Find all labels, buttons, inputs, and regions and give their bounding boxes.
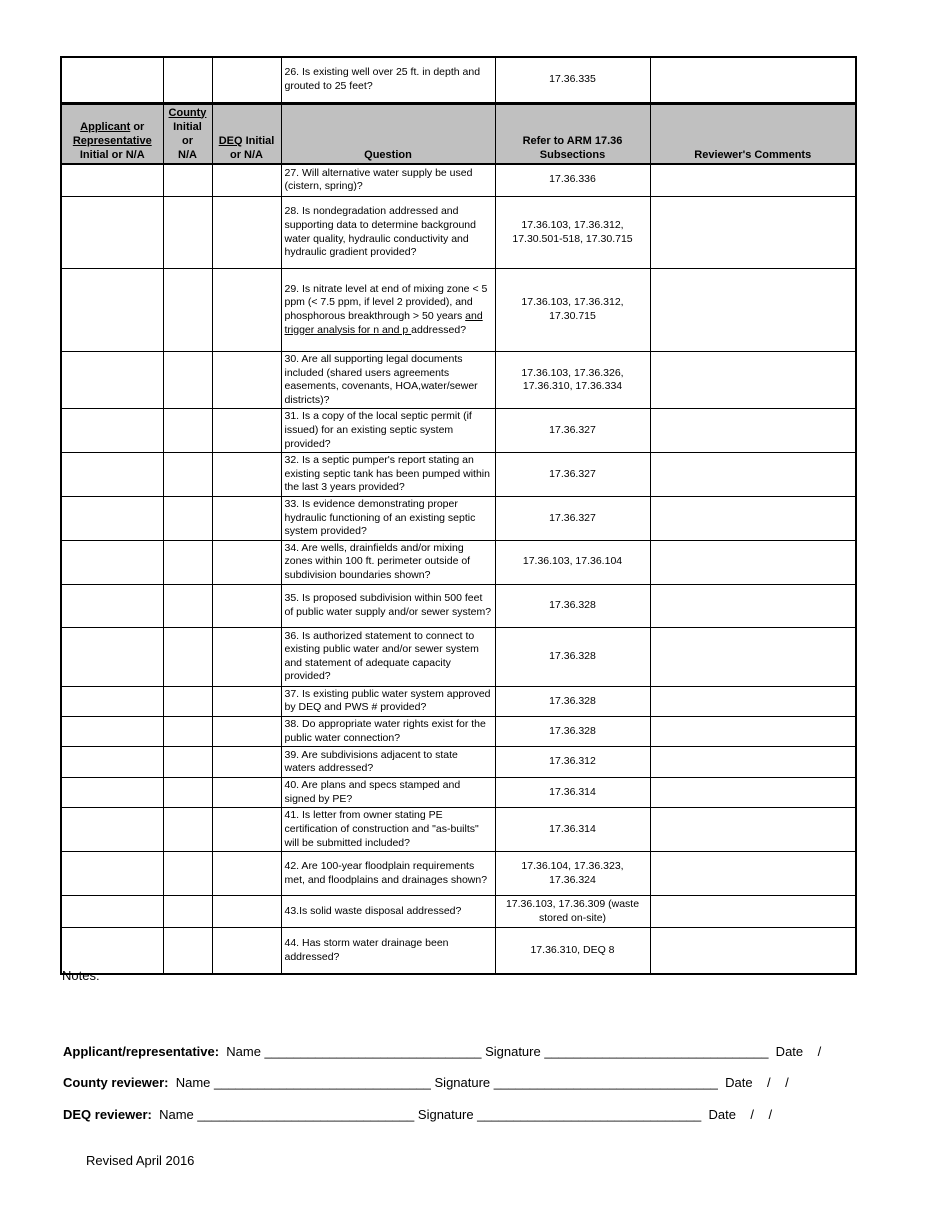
deq-initial-cell[interactable] xyxy=(212,269,281,352)
applicant-initial-cell[interactable] xyxy=(61,453,163,497)
applicant-signature-line[interactable] xyxy=(63,1044,821,1059)
arm-reference-cell: 17.36.312 xyxy=(495,747,650,778)
county-initial-cell[interactable] xyxy=(163,453,212,497)
comments-cell[interactable] xyxy=(650,57,856,103)
arm-reference-cell: 17.36.336 xyxy=(495,164,650,197)
question-cell: 30. Are all supporting legal documents included (shared users agreements easements, covenants, HOA,water/sewer districts)? xyxy=(281,352,495,409)
question-cell: 29. Is nitrate level at end of mixing zone < 5 ppm (< 7.5 ppm, if level 2 provided), and phosphorous breakthrough > 50 years and trigger analysis for n and p addressed? xyxy=(281,269,495,352)
applicant-label: Applicant/representative: xyxy=(63,1044,220,1059)
question-cell: 39. Are subdivisions adjacent to state waters addressed? xyxy=(281,747,495,778)
header-deq: DEQ Initial or N/A xyxy=(212,103,281,164)
table-row xyxy=(61,928,856,974)
table-row xyxy=(61,778,856,808)
comments-cell[interactable] xyxy=(650,627,856,686)
question-cell: 32. Is a septic pumper's report stating an existing septic tank has been pumped within the last 3 years provided? xyxy=(281,453,495,497)
arm-reference-cell: 17.36.103, 17.36.312, 17.30.715 xyxy=(495,269,650,352)
applicant-initial-cell[interactable] xyxy=(61,540,163,584)
county-initial-cell[interactable] xyxy=(163,57,212,103)
deq-initial-cell[interactable] xyxy=(212,778,281,808)
arm-reference-cell: 17.36.328 xyxy=(495,686,650,716)
comments-cell[interactable] xyxy=(650,928,856,974)
applicant-initial-cell[interactable] xyxy=(61,496,163,540)
comments-cell[interactable] xyxy=(650,197,856,269)
arm-reference-cell: 17.36.314 xyxy=(495,778,650,808)
arm-reference-cell: 17.36.328 xyxy=(495,716,650,746)
table-row xyxy=(61,584,856,627)
county-initial-cell[interactable] xyxy=(163,164,212,197)
applicant-initial-cell[interactable] xyxy=(61,584,163,627)
comments-cell[interactable] xyxy=(650,747,856,778)
deq-initial-cell[interactable] xyxy=(212,808,281,852)
table-row xyxy=(61,453,856,497)
deq-label: DEQ reviewer: xyxy=(63,1107,152,1122)
arm-reference-cell: 17.36.103, 17.36.104 xyxy=(495,540,650,584)
comments-cell[interactable] xyxy=(650,778,856,808)
applicant-initial-cell[interactable] xyxy=(61,928,163,974)
deq-initial-cell[interactable] xyxy=(212,852,281,896)
comments-cell[interactable] xyxy=(650,896,856,928)
county-initial-cell[interactable] xyxy=(163,409,212,453)
applicant-initial-cell[interactable] xyxy=(61,747,163,778)
applicant-initial-cell[interactable] xyxy=(61,627,163,686)
question-cell: 31. Is a copy of the local septic permit (if issued) for an existing septic system provided? xyxy=(281,409,495,453)
question-cell: 42. Are 100-year floodplain requirements met, and floodplains and drainages shown? xyxy=(281,852,495,896)
question-cell: 43.Is solid waste disposal addressed? xyxy=(281,896,495,928)
comments-cell[interactable] xyxy=(650,540,856,584)
county-initial-cell[interactable] xyxy=(163,747,212,778)
deq-initial-cell[interactable] xyxy=(212,627,281,686)
county-initial-cell[interactable] xyxy=(163,686,212,716)
table-row xyxy=(61,409,856,453)
arm-reference-cell: 17.36.310, DEQ 8 xyxy=(495,928,650,974)
deq-initial-cell[interactable] xyxy=(212,496,281,540)
applicant-initial-cell[interactable] xyxy=(61,808,163,852)
county-initial-cell[interactable] xyxy=(163,778,212,808)
table-row xyxy=(61,540,856,584)
applicant-initial-cell[interactable] xyxy=(61,352,163,409)
header-arm-reference: Refer to ARM 17.36 Subsections xyxy=(495,103,650,164)
county-initial-cell[interactable] xyxy=(163,808,212,852)
county-initial-cell[interactable] xyxy=(163,852,212,896)
applicant-fields[interactable]: Name ______________________________ Signature _______________________________ Date / xyxy=(219,1044,822,1059)
applicant-initial-cell[interactable] xyxy=(61,896,163,928)
comments-cell[interactable] xyxy=(650,716,856,746)
deq-initial-cell[interactable] xyxy=(212,716,281,746)
applicant-initial-cell[interactable] xyxy=(61,778,163,808)
question-cell: 35. Is proposed subdivision within 500 feet of public water supply and/or sewer system? xyxy=(281,584,495,627)
table-row xyxy=(61,496,856,540)
county-initial-cell[interactable] xyxy=(163,496,212,540)
comments-cell[interactable] xyxy=(650,496,856,540)
county-initial-cell[interactable] xyxy=(163,197,212,269)
table-row xyxy=(61,896,856,928)
deq-initial-cell[interactable] xyxy=(212,747,281,778)
table-row xyxy=(61,627,856,686)
checklist-rows xyxy=(61,164,856,974)
question-cell: 40. Are plans and specs stamped and signed by PE? xyxy=(281,778,495,808)
deq-initial-cell[interactable] xyxy=(212,164,281,197)
applicant-initial-cell[interactable] xyxy=(61,716,163,746)
applicant-initial-cell[interactable] xyxy=(61,409,163,453)
arm-reference-cell: 17.36.335 xyxy=(495,57,650,103)
arm-reference-cell: 17.36.104, 17.36.323, 17.36.324 xyxy=(495,852,650,896)
comments-cell[interactable] xyxy=(650,269,856,352)
applicant-initial-cell[interactable] xyxy=(61,852,163,896)
comments-cell[interactable] xyxy=(650,686,856,716)
question-cell: 27. Will alternative water supply be used (cistern, spring)? xyxy=(281,164,495,197)
deq-initial-cell[interactable] xyxy=(212,540,281,584)
checklist-table xyxy=(60,56,857,975)
table-row xyxy=(61,747,856,778)
county-initial-cell[interactable] xyxy=(163,896,212,928)
deq-signature-line[interactable] xyxy=(63,1107,772,1122)
header-question: Question xyxy=(281,103,495,164)
header-reviewer-comments: Reviewer's Comments xyxy=(650,103,856,164)
table-row xyxy=(61,686,856,716)
header-applicant: Applicant or Representative Initial or N/A xyxy=(61,103,163,164)
table-row xyxy=(61,808,856,852)
arm-reference-cell: 17.36.328 xyxy=(495,627,650,686)
deq-initial-cell[interactable] xyxy=(212,928,281,974)
table-row xyxy=(61,852,856,896)
comments-cell[interactable] xyxy=(650,584,856,627)
county-initial-cell[interactable] xyxy=(163,928,212,974)
table-row xyxy=(61,57,856,103)
revision-note: Revised April 2016 xyxy=(86,1153,195,1168)
county-initial-cell[interactable] xyxy=(163,269,212,352)
comments-cell[interactable] xyxy=(650,808,856,852)
applicant-initial-cell[interactable] xyxy=(61,686,163,716)
comments-cell[interactable] xyxy=(650,453,856,497)
deq-initial-cell[interactable] xyxy=(212,584,281,627)
question-cell: 37. Is existing public water system approved by DEQ and PWS # provided? xyxy=(281,686,495,716)
deq-initial-cell[interactable] xyxy=(212,352,281,409)
table-row xyxy=(61,716,856,746)
county-initial-cell[interactable] xyxy=(163,540,212,584)
deq-initial-cell[interactable] xyxy=(212,409,281,453)
question-cell: 28. Is nondegradation addressed and supporting data to determine background water quality, hydraulic conductivity and hydraulic gradient provided? xyxy=(281,197,495,269)
arm-reference-cell: 17.36.327 xyxy=(495,453,650,497)
table-row xyxy=(61,352,856,409)
arm-reference-cell: 17.36.327 xyxy=(495,409,650,453)
arm-reference-cell: 17.36.103, 17.36.312, 17.30.501-518, 17.30.715 xyxy=(495,197,650,269)
arm-reference-cell: 17.36.314 xyxy=(495,808,650,852)
table-row xyxy=(61,269,856,352)
deq-initial-cell[interactable] xyxy=(212,896,281,928)
comments-cell[interactable] xyxy=(650,164,856,197)
question-cell: 36. Is authorized statement to connect to existing public water and/or sewer system and statement of adequate capacity provided? xyxy=(281,627,495,686)
arm-reference-cell: 17.36.103, 17.36.309 (waste stored on-site) xyxy=(495,896,650,928)
question-cell: 33. Is evidence demonstrating proper hydraulic functioning of an existing septic system provided? xyxy=(281,496,495,540)
comments-cell[interactable] xyxy=(650,352,856,409)
header-county: County Initial or N/A xyxy=(163,103,212,164)
question-cell: 44. Has storm water drainage been addressed? xyxy=(281,928,495,974)
notes-label: Notes: xyxy=(62,968,100,983)
question-cell: 34. Are wells, drainfields and/or mixing zones within 100 ft. perimeter outside of subdivision boundaries shown? xyxy=(281,540,495,584)
question-cell: 26. Is existing well over 25 ft. in depth and grouted to 25 feet? xyxy=(281,57,495,103)
arm-reference-cell: 17.36.327 xyxy=(495,496,650,540)
arm-reference-cell: 17.36.103, 17.36.326, 17.36.310, 17.36.334 xyxy=(495,352,650,409)
county-initial-cell[interactable] xyxy=(163,716,212,746)
county-label: County reviewer: xyxy=(63,1075,169,1090)
deq-initial-cell[interactable] xyxy=(212,57,281,103)
county-fields[interactable]: Name ______________________________ Signature _______________________________ Date / / xyxy=(168,1075,789,1090)
deq-fields[interactable]: Name ______________________________ Signature _______________________________ Date / / xyxy=(151,1107,773,1122)
applicant-initial-cell[interactable] xyxy=(61,197,163,269)
county-initial-cell[interactable] xyxy=(163,352,212,409)
deq-initial-cell[interactable] xyxy=(212,686,281,716)
county-signature-line[interactable] xyxy=(63,1075,789,1090)
table-row xyxy=(61,164,856,197)
applicant-initial-cell[interactable] xyxy=(61,57,163,103)
deq-initial-cell[interactable] xyxy=(212,197,281,269)
applicant-initial-cell[interactable] xyxy=(61,164,163,197)
table-row xyxy=(61,197,856,269)
applicant-initial-cell[interactable] xyxy=(61,269,163,352)
table-header-row xyxy=(61,103,856,164)
question-cell: 41. Is letter from owner stating PE certification of construction and "as-builts" will be submitted included? xyxy=(281,808,495,852)
question-cell: 38. Do appropriate water rights exist for the public water connection? xyxy=(281,716,495,746)
arm-reference-cell: 17.36.328 xyxy=(495,584,650,627)
deq-initial-cell[interactable] xyxy=(212,453,281,497)
county-initial-cell[interactable] xyxy=(163,584,212,627)
comments-cell[interactable] xyxy=(650,409,856,453)
county-initial-cell[interactable] xyxy=(163,627,212,686)
comments-cell[interactable] xyxy=(650,852,856,896)
